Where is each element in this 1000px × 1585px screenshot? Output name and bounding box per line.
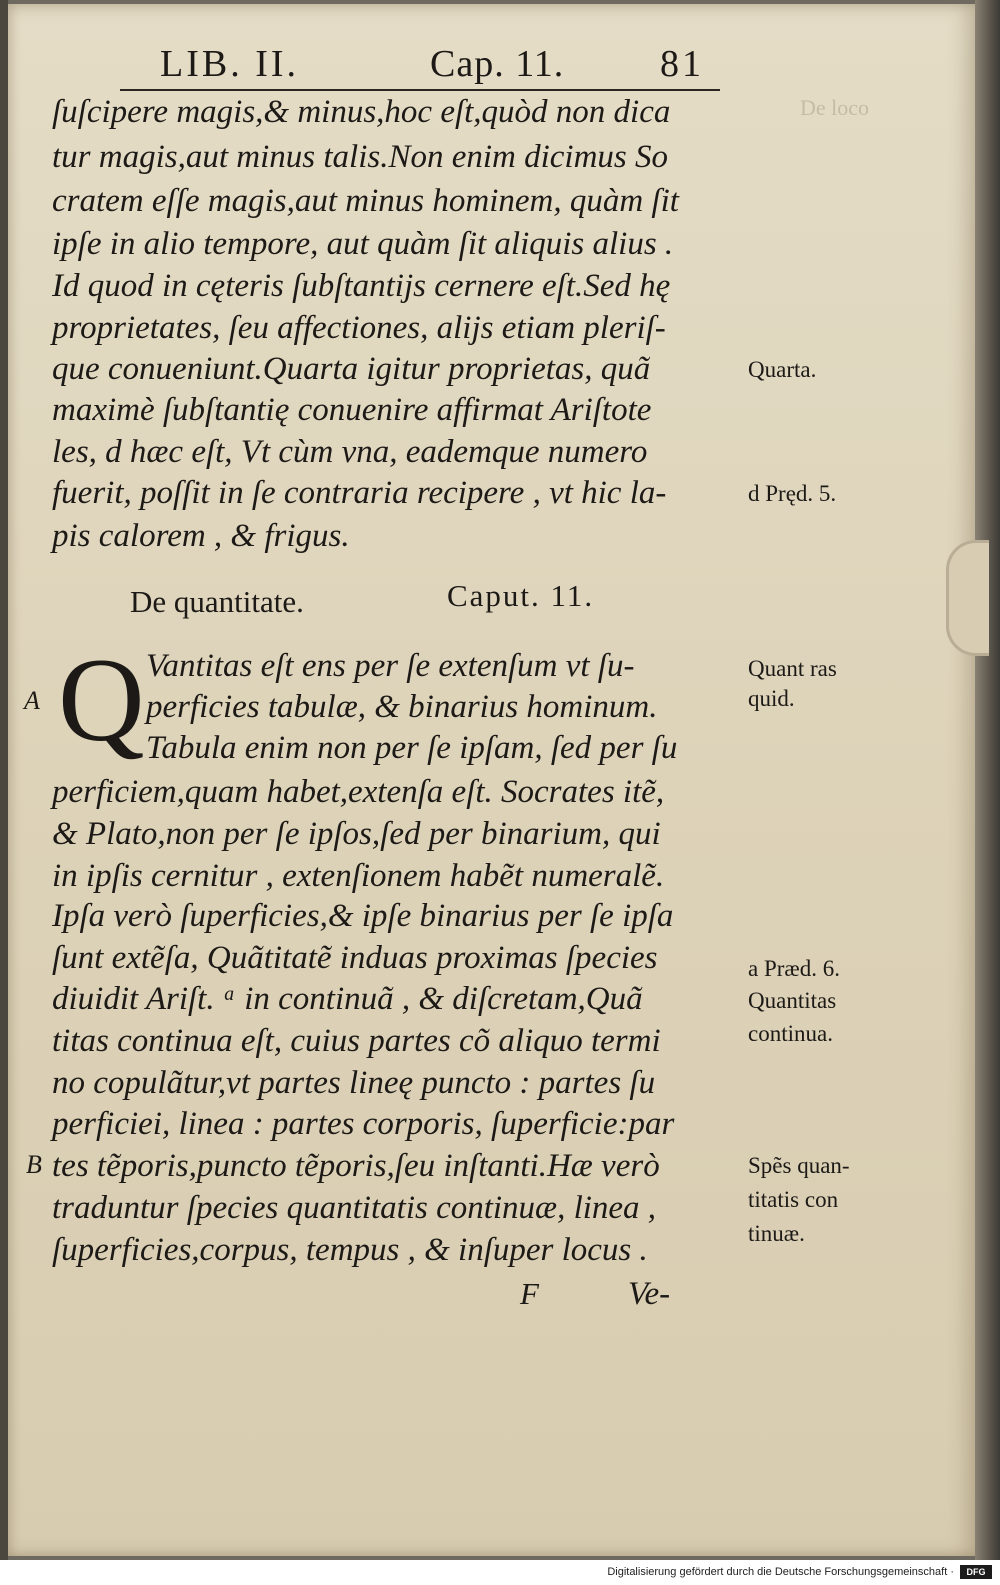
chapter-line: tes tẽporis,puncto tẽporis,ſeu inſtanti.Hæ verò (52, 1148, 660, 1184)
bleed-through-text: De loco (800, 95, 870, 120)
book-spine-edge (0, 0, 8, 1560)
section-marker-a: A (24, 686, 40, 715)
text-line: que conueniunt.Quarta igitur proprietas, quã (52, 351, 651, 387)
margin-note: Quant ras (748, 656, 837, 681)
text-line: cratem eſſe magis,aut minus hominem, quàm ſit (52, 183, 679, 219)
signature-mark: F (520, 1276, 539, 1311)
text-line: ſuſcipere magis,& minus,hoc eſt,quòd non dica (52, 94, 671, 130)
chapter-label: Caput. 11. (447, 578, 595, 613)
chapter-line: Ipſa verò ſuperficies,& ipſe binarius per ſe ipſa (52, 898, 674, 934)
chapter-line: ſunt extẽſa, Quãtitatẽ induas proximas ſpecies (52, 940, 658, 976)
drop-capital: Q (58, 633, 145, 766)
dfg-logo: DFG (960, 1565, 992, 1579)
chapter-line: perficies tabulæ, & binarius hominum. (146, 689, 658, 725)
text-line: les, d hæc eſt, Vt cùm vna, eademque numero (52, 434, 648, 470)
chapter-line: no copulãtur,vt partes lineę puncto : partes ſu (52, 1065, 656, 1101)
text-line: tur magis,aut minus talis.Non enim dicimus So (52, 139, 669, 175)
chapter-line: in ipſis cernitur , extenſionem habẽt numeralẽ. (52, 858, 665, 894)
margin-note: continua. (748, 1021, 833, 1046)
chapter-line: perficiei, linea : partes corporis, ſuperficie:par (52, 1106, 675, 1142)
chapter-line: Vantitas eſt ens per ſe extenſum vt ſu- (146, 648, 635, 684)
margin-note: Quantitas (748, 988, 837, 1013)
chapter-line: perficiem,quam habet,extenſa eſt. Socrates itẽ, (52, 774, 665, 810)
text-line: ipſe in alio tempore, aut quàm ſit aliquis alius . (52, 226, 674, 262)
chapter-title: De quantitate. (130, 584, 304, 619)
margin-note: titatis con (748, 1187, 839, 1212)
chapter-line: titas continua eſt, cuius partes cõ aliquo termi (52, 1023, 661, 1059)
chapter-line: & Plato,non per ſe ipſos,ſed per binarium, qui (52, 816, 661, 852)
text-line: proprietates, ſeu affectiones, alijs etiam pleriſ- (52, 310, 666, 346)
margin-note: Quarta. (748, 357, 817, 382)
text-line: Id quod in cęteris ſubſtantijs cernere eſt.Sed hę (52, 268, 671, 304)
chapter-line: traduntur ſpecies quantitatis continuæ, linea , (52, 1190, 657, 1226)
margin-note: a Præd. 6. (748, 956, 840, 981)
running-header (160, 42, 704, 86)
chapter-number: Cap. 11. (430, 43, 565, 85)
page-number: 81 (660, 43, 704, 85)
catchword: Ve- (628, 1276, 671, 1312)
header-rule (120, 89, 720, 91)
page-edge-right (975, 0, 1000, 1560)
margin-note: tinuæ. (748, 1221, 805, 1246)
section-marker-b: B (26, 1150, 42, 1179)
book-number: LIB. II. (160, 43, 300, 85)
margin-note: d Pręd. 5. (748, 481, 837, 506)
chapter-line: ſuperficies,corpus, tempus , & inſuper locus . (52, 1232, 648, 1268)
chapter-line: Tabula enim non per ſe ipſam, ſed per ſu (146, 730, 678, 766)
chapter-line: diuidit Ariſt. ᵃ in continuã , & diſcretam,Quã (52, 981, 643, 1017)
page-clip (946, 540, 989, 656)
text-line: pis calorem , & frigus. (52, 518, 350, 554)
text-line: fuerit, poſſit in ſe contraria recipere , vt hic la- (52, 475, 667, 511)
text-line: maximè ſubſtantię conuenire affirmat Ariſtote (52, 392, 652, 428)
funding-credit: Digitalisierung gefördert durch die Deutsche Forschungsgemeinschaft · (607, 1566, 954, 1578)
margin-note: quid. (748, 686, 795, 711)
margin-note: Spẽs quan- (748, 1153, 850, 1178)
